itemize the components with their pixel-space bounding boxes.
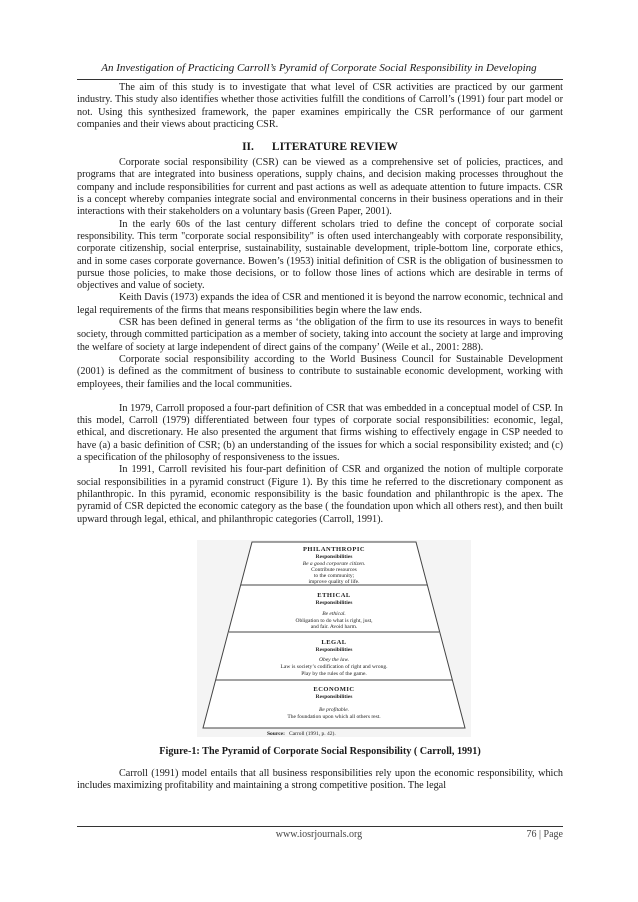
legal-subtitle: Responsibilities	[315, 646, 353, 653]
legal-motto: Obey the law.	[319, 656, 349, 663]
header-divider	[77, 79, 563, 80]
footer-divider	[77, 826, 563, 827]
economic-title: ECONOMIC	[313, 685, 355, 693]
philanthropic-line-3: improve quality of life.	[308, 578, 360, 585]
footer-website: www.iosrjournals.org	[275, 829, 363, 840]
footer-page-number: 76 | Page	[526, 829, 563, 840]
paragraph-csr-general: CSR has been defined in general terms as ‘the obligation of the firm to use its resources in ways to benefit society, through committed participation as a member of society, taking into account the society at large and improving the welfare of society at large independent of direct gains of the company’ (Weile et al., 2001: 288).	[77, 317, 563, 353]
economic-subtitle: Responsibilities	[315, 693, 353, 700]
philanthropic-title: PHILANTHROPIC	[302, 545, 366, 553]
section-heading	[77, 141, 563, 153]
figure-source-text: Carroll (1991, p. 42).	[289, 730, 336, 737]
paragraph-carroll-1991: In 1991, Carroll revisited his four-part definition of CSR and organized the notion of multiple corporate social responsibilities in a pyramid construct (Figure 1). By this time he referred to the discretionary component as philanthropic. In this pyramid, economic responsibility is the basic foundation and philanthropic is the apex. The pyramid of CSR depicted the economic category as the base ( the foundation upon which all others rest), and then built upward through legal, ethical, and philanthropic categories (Carroll, 1991).	[77, 464, 563, 525]
ethical-title: ETHICAL	[317, 591, 351, 599]
ethical-motto: Be ethical.	[322, 610, 346, 617]
closing-paragraph: Carroll (1991) model entails that all business responsibilities rely upon the economic responsibility, which includes maximizing profitability and maintaining a strong competitive position. The legal	[77, 767, 563, 792]
paragraph-csr-definition: Corporate social responsibility (CSR) can be viewed as a comprehensive set of policies, practices, and programs that are integrated into business operations, supply chains, and decision making processes throughout the company and include responsibilities for current and past actions as well as adequate attention to future impacts. CSR is a concept whereby companies integrate social and environmental concerns in their business operations and in their interactions with their stakeholders on a voluntary basis (Green Paper, 2001).	[77, 157, 563, 218]
running-head: An Investigation of Practicing Carroll’s Pyramid of Corporate Social Responsibility in Developing	[101, 62, 537, 74]
legal-line-2: Play by the rules of the game.	[301, 670, 367, 677]
csr-pyramid-figure	[197, 540, 471, 737]
paragraph-wbcsd: Corporate social responsibility according to the World Business Council for Sustainable Development (2001) is defined as the commitment of business to contribute to sustainable economic development, working with employees, their families and the local communities.	[77, 353, 563, 390]
ethical-line-2: and fair. Avoid harm.	[310, 623, 358, 630]
philanthropic-line-2: to the community;	[313, 572, 355, 579]
legal-line-1: Law is society’s codification of right and wrong.	[280, 663, 388, 670]
paragraph-early-60s: In the early 60s of the last century different scholars tried to define the concept of corporate social responsibility. This term "corporate social responsibility" is often used interchangeably with corporate responsibility, corporate citizenship, social enterprise, sustainability, sustainable development, triple-bottom line, corporate ethics, and in some cases corporate governance. Bowen’s (1953) initial definition of CSR is the obligation of businessmen to pursue those policies, to make those decisions, or to follow those lines of actions which are desirable in terms of objectives and value of society.	[77, 218, 563, 292]
article-body	[77, 82, 563, 792]
philanthropic-line-1: Contribute resources	[311, 566, 357, 573]
intro-paragraph: The aim of this study is to investigate that what level of CSR activities are practiced by our garment industry. This study also identifies whether those activities fulfill the conditions of Carroll’s (1991) four part model or not. Using this synthesized framework, the paper examines empirically the CSR performance of our garment companies and their views about practicing CSR.	[77, 82, 563, 130]
philanthropic-motto: Be a good corporate citizen.	[302, 560, 366, 567]
economic-line-1: The foundation upon which all others rest.	[287, 713, 381, 720]
csr-pyramid-diagram	[197, 540, 471, 737]
philanthropic-subtitle: Responsibilities	[315, 553, 353, 560]
paragraph-keith-davis: Keith Davis (1973) expands the idea of CSR and mentioned it is beyond the narrow economic, technical and legal requirements of the firms that means responsibilities begin where the law ends.	[77, 292, 563, 316]
section-number: II.	[242, 141, 254, 154]
figure-source-label: Source:	[267, 730, 285, 737]
figure-caption: Figure-1: The Pyramid of Corporate Social Responsibility ( Carroll, 1991)	[159, 745, 481, 757]
ethical-subtitle: Responsibilities	[315, 599, 353, 606]
legal-title: LEGAL	[321, 638, 347, 646]
section-title: LITERATURE REVIEW	[271, 141, 398, 154]
paragraph-carroll-1979: In 1979, Carroll proposed a four-part definition of CSR that was embedded in a conceptual model of CSP. In this model, Carroll (1979) differentiated between four types of corporate social responsibilities: economic, legal, ethical, and discretionary. He also presented the argument that firms wishing to effectively engage in CSP needed to have (a) a basic definition of CSR; (b) an understanding of the issues for which a social responsibility existed; and (c) a specification of the philosophy of responsiveness to the issues.	[77, 402, 563, 464]
economic-motto: Be profitable.	[318, 706, 350, 713]
ethical-line-1: Obligation to do what is right, just,	[295, 617, 373, 624]
